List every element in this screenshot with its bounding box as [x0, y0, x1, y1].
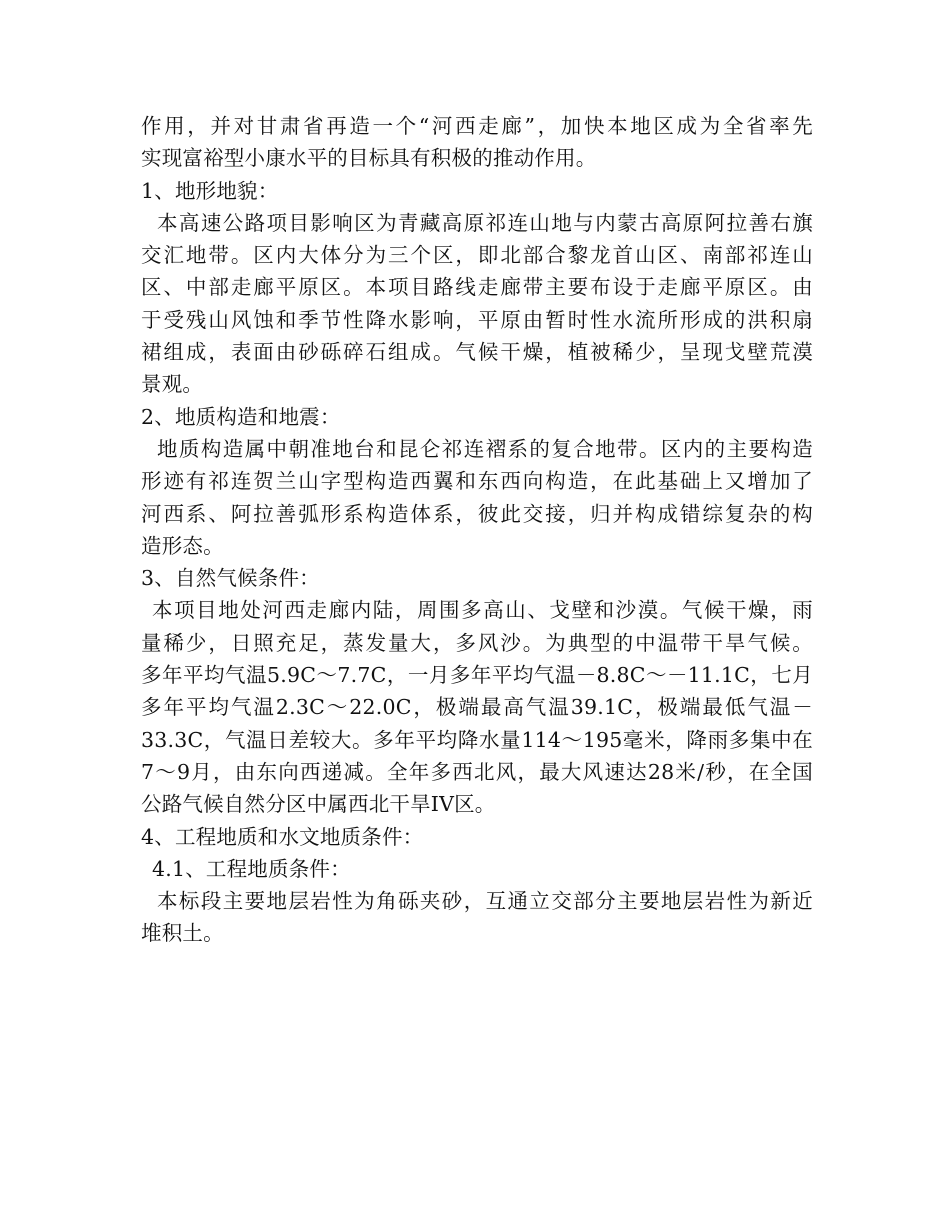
- paragraph-line: 形迹有祁连贺兰山字型构造西翼和东西向构造，在此基础上又增加了: [141, 469, 813, 494]
- paragraph-line: 河西系、阿拉善弧形系构造体系，彼此交接，归并构成错综复杂的构: [141, 501, 813, 526]
- paragraph-line: 作用，并对甘肃省再造一个“河西走廊”，加快本地区成为全省率先: [141, 114, 813, 138]
- subsection-heading: 4.1、工程地质条件：: [152, 856, 351, 881]
- paragraph-line: 景观。: [141, 372, 204, 397]
- paragraph-line: 量稀少，日照充足，蒸发量大，多风沙。为典型的中温带干旱气候。: [141, 630, 813, 655]
- paragraph-line: 于受残山风蚀和季节性降水影响，平原由暂时性水流所形成的洪积扇: [141, 307, 813, 332]
- paragraph-line: 实现富裕型小康水平的目标具有积极的推动作用。: [141, 146, 597, 171]
- paragraph-line: 区、中部走廊平原区。本项目路线走廊带主要布设于走廊平原区。由: [141, 275, 813, 300]
- paragraph-line: 地质构造属中朝准地台和昆仑祁连褶系的复合地带。区内的主要构造: [157, 436, 813, 461]
- section-heading: 3、自然气候条件：: [141, 566, 320, 591]
- paragraph-line: 多年平均气温2.3C～22.0C，极端最高气温39.1C，极端最低气温－: [141, 695, 813, 720]
- paragraph-line: 本标段主要地层岩性为角砾夹砂，互通立交部分主要地层岩性为新近: [157, 889, 813, 914]
- section-heading: 2、地质构造和地震：: [141, 404, 341, 429]
- paragraph-line: 造形态。: [141, 533, 224, 558]
- paragraph-line: 交汇地带。区内大体分为三个区，即北部合黎龙首山区、南部祁连山: [141, 243, 813, 268]
- paragraph-line: 多年平均气温5.9C～7.7C，一月多年平均气温－8.8C～－11.1C，七月: [141, 663, 813, 688]
- paragraph-line: 堆积土。: [141, 921, 224, 946]
- paragraph-line: 本项目地处河西走廊内陆，周围多高山、戈壁和沙漠。气候干燥，雨: [152, 598, 813, 623]
- paragraph-line: 公路气候自然分区中属西北干旱IV区。: [141, 792, 496, 817]
- document-page: [141, 110, 813, 950]
- paragraph-line: 本高速公路项目影响区为青藏高原祁连山地与内蒙古高原阿拉善右旗: [157, 210, 813, 235]
- paragraph-line: 裙组成，表面由砂砾碎石组成。气候干燥，植被稀少，呈现戈壁荒漠: [141, 340, 813, 365]
- paragraph-line: 33.3C，气温日差较大。多年平均降水量114～195毫米，降雨多集中在: [141, 727, 813, 752]
- section-heading: 4、工程地质和水文地质条件：: [141, 824, 424, 849]
- paragraph-line: 7～9月，由东向西递减。全年多西北风，最大风速达28米/秒，在全国: [141, 759, 813, 784]
- section-heading: 1、地形地貌：: [141, 178, 279, 203]
